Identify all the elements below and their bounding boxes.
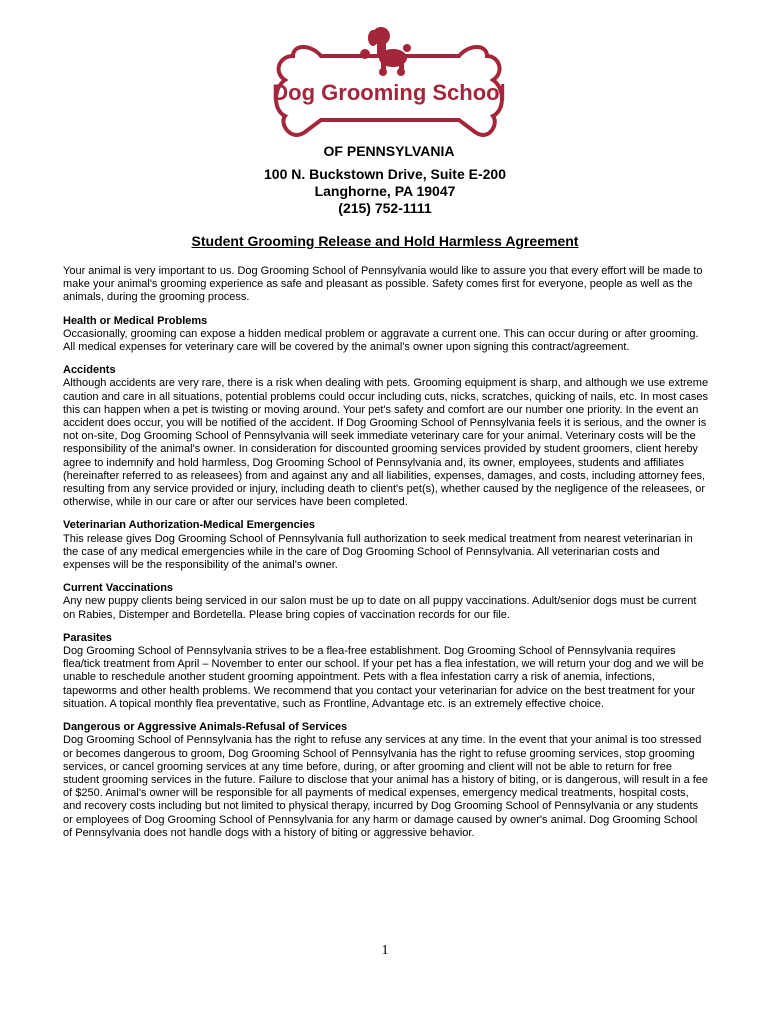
section-text-aggressive-animals: Dog Grooming School of Pennsylvania has the right to refuse any services at any time. In the event that your animal is too stressed or becomes dangerous to groom, Dog Grooming School of Pennsylvania has the right to refuse grooming services, stop grooming services, or cancel grooming services at any time before, during, or after grooming and client will not be able to return for free student grooming services in the future. Failure to disclose that your animal has a history of biting, or is dangerous, will result in a fee of $250. Animal's owner will be responsible for all payments of medical expenses, emergency medical treatments, hospital costs, and recovery costs including but not limited to physical therapy, incurred by Dog Grooming School of Pennsylvania or any students or employees of Dog Grooming School of Pennsylvania for any harm or damage caused by owner's animal. Dog Grooming School of Pennsylvania does not handle dogs with a history of biting or aggressive behavior.: [63, 734, 709, 839]
section-text-health: Occasionally, grooming can expose a hidden medical problem or aggravate a current one. This can occur during or after grooming. All medical expenses for veterinary care will be covered by the animal's owner upon signing this contract/agreement.: [63, 327, 699, 354]
section-heading-vet-authorization: Veterinarian Authorization-Medical Emergencies: [63, 519, 316, 532]
address-street: 100 N. Buckstown Drive, Suite E-200: [264, 166, 506, 182]
dog-grooming-school-logo: [253, 14, 525, 164]
address-phone: (215) 752-1111: [338, 200, 432, 216]
section-heading-vaccinations: Current Vaccinations: [63, 582, 174, 595]
section-text-accidents: Although accidents are very rare, there is a risk when dealing with pets. Grooming equipment is sharp, and although we use extreme caution and care in all situations, potential problems could occur including cuts, nicks, scratches, quicking of nails, etc. In most cases this can happen when a pet is twisting or moving around. Your pet's safety and comfort are our number one priority. In the event an accident does occur, you will be notified of the accident. If Dog Grooming School of Pennsylvania feels it is serious, and the owner is not on-site, Dog Grooming School of Pennsylvania will seek immediate veterinary care for your animal. Veterinary costs will be the responsibility of the animal's owner. In consideration for discounted grooming services provided by student groomers, client hereby agree to indemnify and hold harmless, Dog Grooming School of Pennsylvania and, its owner, employees, students and affiliates (hereinafter referred to as releasees) from and against any and all liabilities, expenses, damages, and costs, including attorney fees, resulting from any service provided or injury, including death to client's pet(s), whether caused by the negligence of the releasees, or otherwise, while in our care or after our services have been completed.: [63, 377, 709, 509]
section-heading-accidents: Accidents: [63, 364, 116, 377]
agreement-body: [63, 265, 709, 850]
section-heading-parasites: Parasites: [63, 631, 112, 644]
logo-line-2: OF PENNSYLVANIA: [323, 143, 455, 159]
intro-paragraph: Your animal is very important to us. Dog Grooming School of Pennsylvania would like to assure you that every effort will be made to make your animal's grooming experience as safe and pleasant as possible. Safety comes first for everyone, people as well as the animals, during the grooming process.: [63, 265, 703, 304]
page-number: 1: [381, 943, 389, 958]
address-city: Langhorne, PA 19047: [314, 183, 456, 199]
section-text-parasites: Dog Grooming School of Pennsylvania strives to be a flea-free establishment. Dog Grooming School of Pennsylvania requires flea/tick treatment from April – November to enter our school. If your pet has a flea infestation, we will return your dog and we will be unable to reschedule another student grooming appointment. Pets with a flea infestation carry a risk of anemia, infections, tapeworms and other health problems. We recommend that you contact your veterinarian for advice on the best treatment for your situation. A topical monthly flea preventative, such as Frontline, Advantage etc. is an extremely effective choice.: [63, 645, 704, 710]
section-text-vaccinations: Any new puppy clients being serviced in our salon must be up to date on all puppy vaccinations. Adult/senior dogs must be current on Rabies, Distemper and Bordetella. Please bring copies of vaccination records for our file.: [63, 595, 697, 621]
section-heading-aggressive-animals: Dangerous or Aggressive Animals-Refusal of Services: [63, 721, 348, 734]
logo-line-1: Dog Grooming School: [272, 80, 506, 105]
section-text-vet-authorization: This release gives Dog Grooming School of Pennsylvania full authorization to seek medical treatment from nearest veterinarian in the case of any medical emergencies while in the care of Dog Grooming School of Pennsylvania. All veterinarian costs and expenses will be the responsibility of the animal's owner.: [63, 532, 693, 572]
section-heading-health: Health or Medical Problems: [63, 314, 208, 327]
agreement-title: Student Grooming Release and Hold Harmless Agreement: [191, 233, 579, 249]
